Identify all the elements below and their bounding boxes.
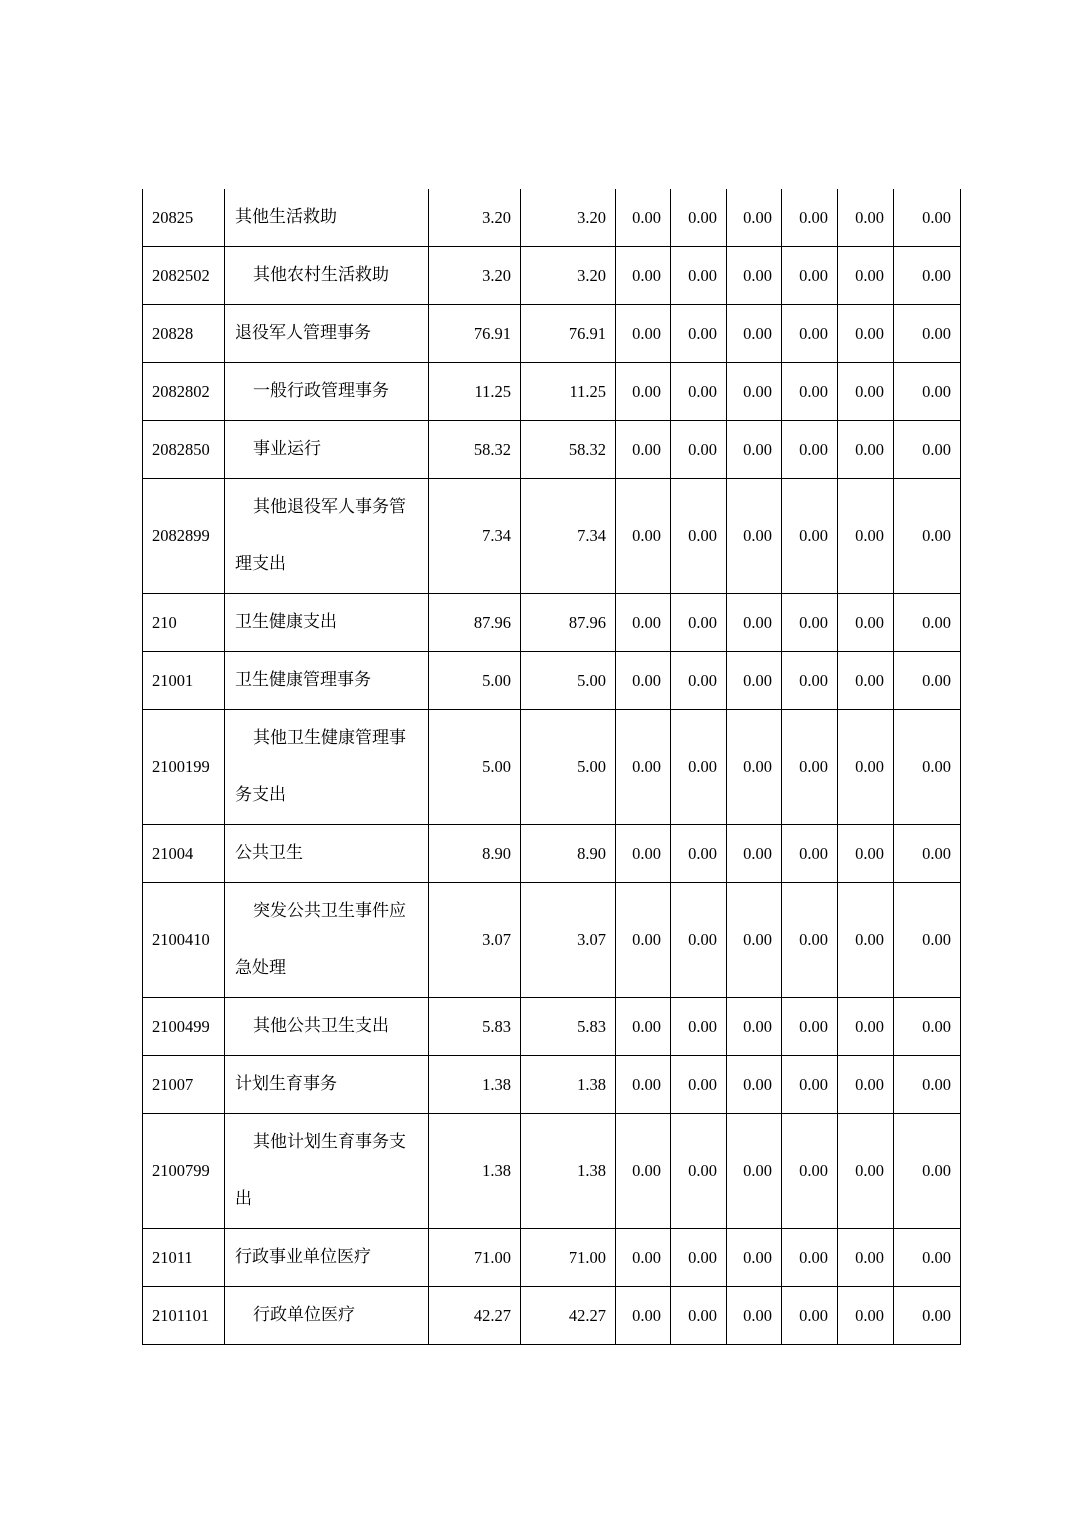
amount-cell: 0.00 (782, 652, 838, 710)
amount-cell: 0.00 (782, 1229, 838, 1287)
table-row (143, 1114, 961, 1229)
amount-cell: 3.20 (521, 247, 616, 305)
amount-cell: 42.27 (429, 1287, 521, 1345)
amount-cell: 0.00 (838, 883, 894, 998)
amount-cell: 0.00 (727, 825, 782, 883)
subject-code-cell: 21007 (143, 1056, 225, 1114)
amount-cell: 0.00 (782, 305, 838, 363)
amount-cell: 0.00 (616, 1114, 671, 1229)
subject-name-text: 卫生健康支出 (235, 612, 337, 632)
amount-cell: 0.00 (727, 883, 782, 998)
amount-cell: 3.20 (429, 247, 521, 305)
amount-cell: 7.34 (521, 479, 616, 594)
amount-cell: 0.00 (838, 652, 894, 710)
amount-cell: 0.00 (838, 247, 894, 305)
amount-cell: 8.90 (429, 825, 521, 883)
amount-cell: 0.00 (782, 1114, 838, 1229)
subject-name-text: 卫生健康管理事务 (235, 670, 371, 690)
table-row (143, 883, 961, 998)
subject-name-cell (225, 883, 429, 998)
amount-cell: 0.00 (894, 1056, 961, 1114)
amount-cell: 0.00 (671, 710, 727, 825)
amount-cell: 0.00 (671, 652, 727, 710)
subject-name-text: 一般行政管理事务 (253, 381, 389, 401)
amount-cell: 0.00 (616, 825, 671, 883)
amount-cell: 0.00 (616, 1287, 671, 1345)
subject-name-text: 行政单位医疗 (253, 1305, 355, 1325)
table-row (143, 189, 961, 247)
subject-name-text: 其他农村生活救助 (253, 265, 389, 285)
amount-cell: 0.00 (782, 363, 838, 421)
amount-cell: 0.00 (894, 1287, 961, 1345)
table-row (143, 1287, 961, 1345)
amount-cell: 0.00 (671, 305, 727, 363)
subject-name-text: 计划生育事务 (235, 1074, 337, 1094)
table-body (143, 189, 961, 1345)
amount-cell: 0.00 (782, 825, 838, 883)
amount-cell: 0.00 (782, 247, 838, 305)
amount-cell: 0.00 (616, 305, 671, 363)
table-row (143, 1229, 961, 1287)
amount-cell: 0.00 (782, 594, 838, 652)
amount-cell: 0.00 (894, 652, 961, 710)
subject-code-cell: 21004 (143, 825, 225, 883)
subject-code-cell: 2100410 (143, 883, 225, 998)
amount-cell: 0.00 (727, 594, 782, 652)
amount-cell: 42.27 (521, 1287, 616, 1345)
subject-name-cell (225, 421, 429, 479)
amount-cell: 0.00 (894, 998, 961, 1056)
table-row (143, 305, 961, 363)
subject-name-cell (225, 1287, 429, 1345)
table-row (143, 825, 961, 883)
table-row (143, 594, 961, 652)
amount-cell: 87.96 (429, 594, 521, 652)
amount-cell: 0.00 (894, 421, 961, 479)
amount-cell: 3.07 (429, 883, 521, 998)
amount-cell: 0.00 (727, 998, 782, 1056)
amount-cell: 0.00 (727, 305, 782, 363)
table-row (143, 479, 961, 594)
amount-cell: 0.00 (782, 421, 838, 479)
amount-cell: 0.00 (838, 1287, 894, 1345)
amount-cell: 71.00 (429, 1229, 521, 1287)
subject-code-cell: 210 (143, 594, 225, 652)
subject-name-text: 突发公共卫生事件应急处理 (235, 901, 406, 978)
amount-cell: 0.00 (894, 1114, 961, 1229)
amount-cell: 0.00 (727, 247, 782, 305)
amount-cell: 0.00 (616, 363, 671, 421)
amount-cell: 5.83 (521, 998, 616, 1056)
subject-code-cell: 2082802 (143, 363, 225, 421)
amount-cell: 0.00 (671, 1114, 727, 1229)
amount-cell: 0.00 (782, 710, 838, 825)
table-row (143, 652, 961, 710)
amount-cell: 1.38 (521, 1056, 616, 1114)
amount-cell: 0.00 (838, 1056, 894, 1114)
amount-cell: 0.00 (782, 479, 838, 594)
amount-cell: 0.00 (671, 1056, 727, 1114)
amount-cell: 5.00 (521, 710, 616, 825)
amount-cell: 0.00 (616, 594, 671, 652)
amount-cell: 0.00 (838, 363, 894, 421)
amount-cell: 0.00 (838, 710, 894, 825)
amount-cell: 0.00 (616, 479, 671, 594)
amount-cell: 0.00 (671, 825, 727, 883)
amount-cell: 0.00 (727, 710, 782, 825)
amount-cell: 0.00 (671, 1229, 727, 1287)
amount-cell: 5.00 (429, 652, 521, 710)
amount-cell: 0.00 (616, 998, 671, 1056)
amount-cell: 0.00 (838, 1114, 894, 1229)
table-row (143, 247, 961, 305)
subject-name-cell (225, 363, 429, 421)
amount-cell: 0.00 (727, 363, 782, 421)
amount-cell: 0.00 (894, 479, 961, 594)
subject-code-cell: 2100499 (143, 998, 225, 1056)
amount-cell: 0.00 (894, 363, 961, 421)
subject-code-cell: 21011 (143, 1229, 225, 1287)
amount-cell: 0.00 (727, 1114, 782, 1229)
subject-name-cell (225, 825, 429, 883)
amount-cell: 0.00 (671, 189, 727, 247)
amount-cell: 0.00 (838, 825, 894, 883)
amount-cell: 0.00 (727, 1287, 782, 1345)
amount-cell: 87.96 (521, 594, 616, 652)
amount-cell: 76.91 (429, 305, 521, 363)
amount-cell: 5.00 (521, 652, 616, 710)
amount-cell: 0.00 (838, 479, 894, 594)
subject-name-text: 行政事业单位医疗 (235, 1247, 371, 1267)
subject-code-cell: 2082850 (143, 421, 225, 479)
subject-name-cell (225, 1114, 429, 1229)
amount-cell: 0.00 (894, 825, 961, 883)
amount-cell: 76.91 (521, 305, 616, 363)
amount-cell: 11.25 (521, 363, 616, 421)
amount-cell: 1.38 (521, 1114, 616, 1229)
amount-cell: 0.00 (894, 247, 961, 305)
amount-cell: 0.00 (894, 710, 961, 825)
amount-cell: 3.20 (429, 189, 521, 247)
amount-cell: 0.00 (616, 652, 671, 710)
amount-cell: 0.00 (616, 1229, 671, 1287)
table-row (143, 710, 961, 825)
subject-code-cell: 20828 (143, 305, 225, 363)
amount-cell: 0.00 (671, 363, 727, 421)
amount-cell: 0.00 (727, 479, 782, 594)
subject-name-cell (225, 1056, 429, 1114)
amount-cell: 0.00 (838, 998, 894, 1056)
amount-cell: 0.00 (838, 189, 894, 247)
amount-cell: 0.00 (782, 998, 838, 1056)
amount-cell: 71.00 (521, 1229, 616, 1287)
subject-name-cell (225, 710, 429, 825)
subject-name-cell (225, 305, 429, 363)
subject-code-cell: 2101101 (143, 1287, 225, 1345)
amount-cell: 0.00 (894, 305, 961, 363)
table-row (143, 421, 961, 479)
table-row (143, 1056, 961, 1114)
amount-cell: 5.00 (429, 710, 521, 825)
subject-name-cell (225, 479, 429, 594)
amount-cell: 0.00 (671, 998, 727, 1056)
amount-cell: 3.07 (521, 883, 616, 998)
amount-cell: 0.00 (671, 479, 727, 594)
amount-cell: 1.38 (429, 1056, 521, 1114)
subject-name-text: 其他计划生育事务支出 (235, 1132, 406, 1209)
amount-cell: 0.00 (616, 883, 671, 998)
amount-cell: 0.00 (616, 189, 671, 247)
amount-cell: 0.00 (894, 594, 961, 652)
amount-cell: 0.00 (616, 1056, 671, 1114)
amount-cell: 0.00 (894, 1229, 961, 1287)
subject-code-cell: 21001 (143, 652, 225, 710)
amount-cell: 0.00 (782, 883, 838, 998)
amount-cell: 8.90 (521, 825, 616, 883)
subject-code-cell: 20825 (143, 189, 225, 247)
subject-name-text: 其他卫生健康管理事务支出 (235, 728, 406, 805)
amount-cell: 0.00 (727, 1056, 782, 1114)
amount-cell: 0.00 (616, 421, 671, 479)
amount-cell: 0.00 (727, 1229, 782, 1287)
table-row (143, 363, 961, 421)
subject-code-cell: 2082899 (143, 479, 225, 594)
amount-cell: 0.00 (782, 1287, 838, 1345)
subject-name-text: 事业运行 (253, 439, 321, 459)
amount-cell: 0.00 (727, 421, 782, 479)
amount-cell: 0.00 (838, 1229, 894, 1287)
amount-cell: 0.00 (671, 1287, 727, 1345)
amount-cell: 3.20 (521, 189, 616, 247)
amount-cell: 0.00 (671, 421, 727, 479)
subject-name-text: 退役军人管理事务 (235, 323, 371, 343)
amount-cell: 58.32 (521, 421, 616, 479)
subject-code-cell: 2082502 (143, 247, 225, 305)
budget-table (142, 189, 961, 1345)
amount-cell: 0.00 (616, 710, 671, 825)
amount-cell: 0.00 (671, 247, 727, 305)
amount-cell: 0.00 (838, 594, 894, 652)
amount-cell: 58.32 (429, 421, 521, 479)
amount-cell: 0.00 (616, 247, 671, 305)
amount-cell: 0.00 (671, 594, 727, 652)
amount-cell: 0.00 (782, 1056, 838, 1114)
subject-name-cell (225, 594, 429, 652)
amount-cell: 7.34 (429, 479, 521, 594)
subject-name-cell (225, 189, 429, 247)
amount-cell: 0.00 (838, 421, 894, 479)
subject-name-text: 其他公共卫生支出 (253, 1016, 389, 1036)
amount-cell: 0.00 (838, 305, 894, 363)
amount-cell: 0.00 (671, 883, 727, 998)
amount-cell: 11.25 (429, 363, 521, 421)
amount-cell: 0.00 (727, 189, 782, 247)
amount-cell: 0.00 (894, 189, 961, 247)
subject-code-cell: 2100799 (143, 1114, 225, 1229)
amount-cell: 0.00 (782, 189, 838, 247)
subject-name-text: 公共卫生 (235, 843, 303, 863)
amount-cell: 5.83 (429, 998, 521, 1056)
amount-cell: 0.00 (727, 652, 782, 710)
amount-cell: 0.00 (894, 883, 961, 998)
subject-code-cell: 2100199 (143, 710, 225, 825)
subject-name-cell (225, 998, 429, 1056)
subject-name-cell (225, 1229, 429, 1287)
subject-name-text: 其他生活救助 (235, 207, 337, 227)
amount-cell: 1.38 (429, 1114, 521, 1229)
subject-name-text: 其他退役军人事务管理支出 (235, 497, 406, 574)
subject-name-cell (225, 247, 429, 305)
table-row (143, 998, 961, 1056)
subject-name-cell (225, 652, 429, 710)
